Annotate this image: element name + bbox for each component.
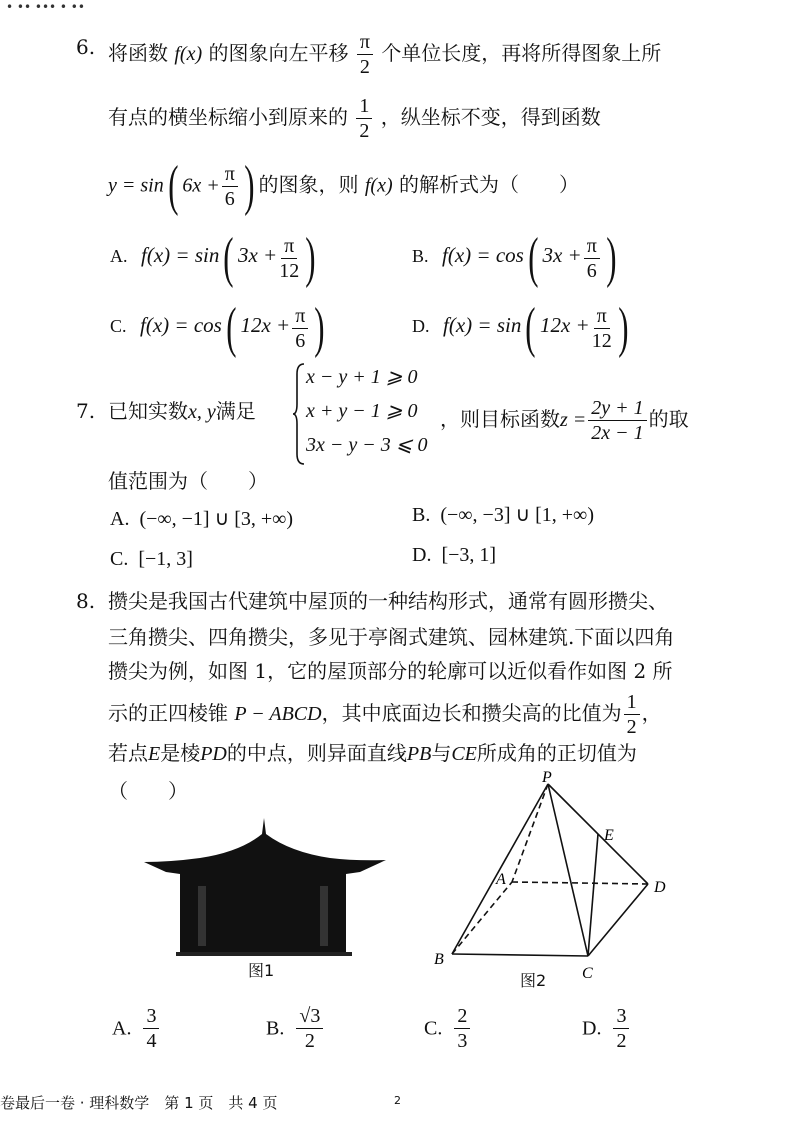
q6-frac-1-2: $\frac{1}{2}$ [356,94,372,143]
q7-option-c[interactable]: C. [−1, 3] [110,548,193,570]
q8-option-d[interactable]: D. $\frac{3}{2}$ [582,1004,631,1053]
header-fragment [6,0,306,18]
point-a: A [496,871,506,888]
q8-line-5: 若点E是棱PD的中点，则异面直线PB与CE所成角的正切值为 [108,741,637,765]
q6-text: 个单位长度，再将所得图象上所 [381,41,662,65]
q7-goal: ，则目标函数z = $\frac{2y + 1}{2x - 1}$ 的取 [440,397,689,444]
q6-line-1 [108,30,661,79]
q6-y-eq: y = sin [108,174,164,197]
q8-option-b[interactable]: B. $\frac{√3}{2}$ [266,1004,325,1053]
q8-line-2: 三角攒尖、四角攒尖，多见于亭阁式建筑、园林建筑.下面以四角 [108,625,675,649]
q6-option-a[interactable]: A. f(x) = sin( 3x + $\frac{\pi}{12}$ ) [110,227,316,289]
page-footer [0,1092,277,1113]
q6-option-d[interactable]: D. f(x) = sin( 12x + $\frac{\pi}{12}$ ) [412,297,629,359]
q6-text: 的图象向左平移 [208,41,349,65]
q7-option-d[interactable]: D. [−3, 1] [412,544,497,566]
point-e: E [604,827,614,844]
q6-line-2 [108,94,601,143]
q8-option-c[interactable]: C. $\frac{2}{3}$ [424,1004,472,1053]
q6-number: 6. [76,35,96,59]
q6-text: 的图象，则 [258,172,359,197]
q7-constraint-1: x − y + 1 ⩾ 0 [306,366,418,388]
point-p: P [542,770,552,786]
q7-system-brace [292,362,306,466]
q6-text: 将函数 [108,41,168,65]
q6-option-c[interactable]: C. f(x) = cos( 12x + $\frac{\pi}{6}$ ) [110,297,325,359]
q7-line-2: 值范围为（ ） [108,469,268,493]
q7-lead: 已知实数x, y满足 [108,399,256,423]
q8-number: 8. [76,589,96,613]
q7-option-a[interactable]: A. (−∞, −1] ∪ [3, +∞) [110,508,294,530]
q8-line-1: 攒尖是我国古代建筑中屋顶的一种结构形式，通常有圆形攒尖、 [108,589,668,613]
q6-line-3: y = sin( 6x + $\frac{\pi}{6}$ ) 的图象，则 f(x) 的解析式为（ ） [108,155,579,217]
q6-text: 的解析式为（ ） [399,172,579,197]
header-fragment-text: • •• ••• • •• [6,0,85,14]
q8-option-a[interactable]: A. $\frac{3}{4}$ [112,1004,161,1053]
figure-1-caption: 图1 [248,961,275,980]
q7-number: 7. [76,399,96,423]
q6-text: 有点的横坐标缩小到原来的 [108,105,348,129]
page-number: 2 [394,1094,401,1107]
point-b: B [434,951,444,968]
q6-text: ，纵坐标不变，得到函数 [380,105,601,129]
q6-frac-pi-2: $\frac{\pi}{2}$ [357,30,373,79]
q7-constraint-system [306,360,428,462]
figure-2-caption: 图2 [520,971,547,990]
q6-fx: f(x) [174,43,203,65]
q7-constraint-3: 3x − y − 3 ⩽ 0 [306,434,428,456]
q7-constraint-2: x + y − 1 ⩾ 0 [306,400,418,422]
q8-line-4: 示的正四棱锥 P − ABCD，其中底面边长和攒尖高的比值为 $\frac{1}{2}$ ， [108,691,662,738]
q7-option-b[interactable]: B. (−∞, −3] ∪ [1, +∞) [412,504,594,526]
q6-frac-pi-6: $\frac{\pi}{6}$ [222,162,238,211]
q8-line-6: （ ） [108,779,188,803]
q6-option-b[interactable]: B. f(x) = cos( 3x + $\frac{\pi}{6}$ ) [412,227,617,289]
q8-line-3: 攒尖为例，如图 1，它的屋顶部分的轮廓可以近似看作如图 2 所 [108,659,673,683]
footer-text: 卷最后一卷 · 理科数学 第 1 页 共 4 页 [0,1094,278,1112]
figure-2-pyramid [430,770,680,990]
q7-z-fraction: $\frac{2y + 1}{2x - 1}$ [588,396,646,445]
point-c: C [582,965,593,982]
figure-1-pavilion [140,812,390,960]
point-d: D [654,879,666,896]
